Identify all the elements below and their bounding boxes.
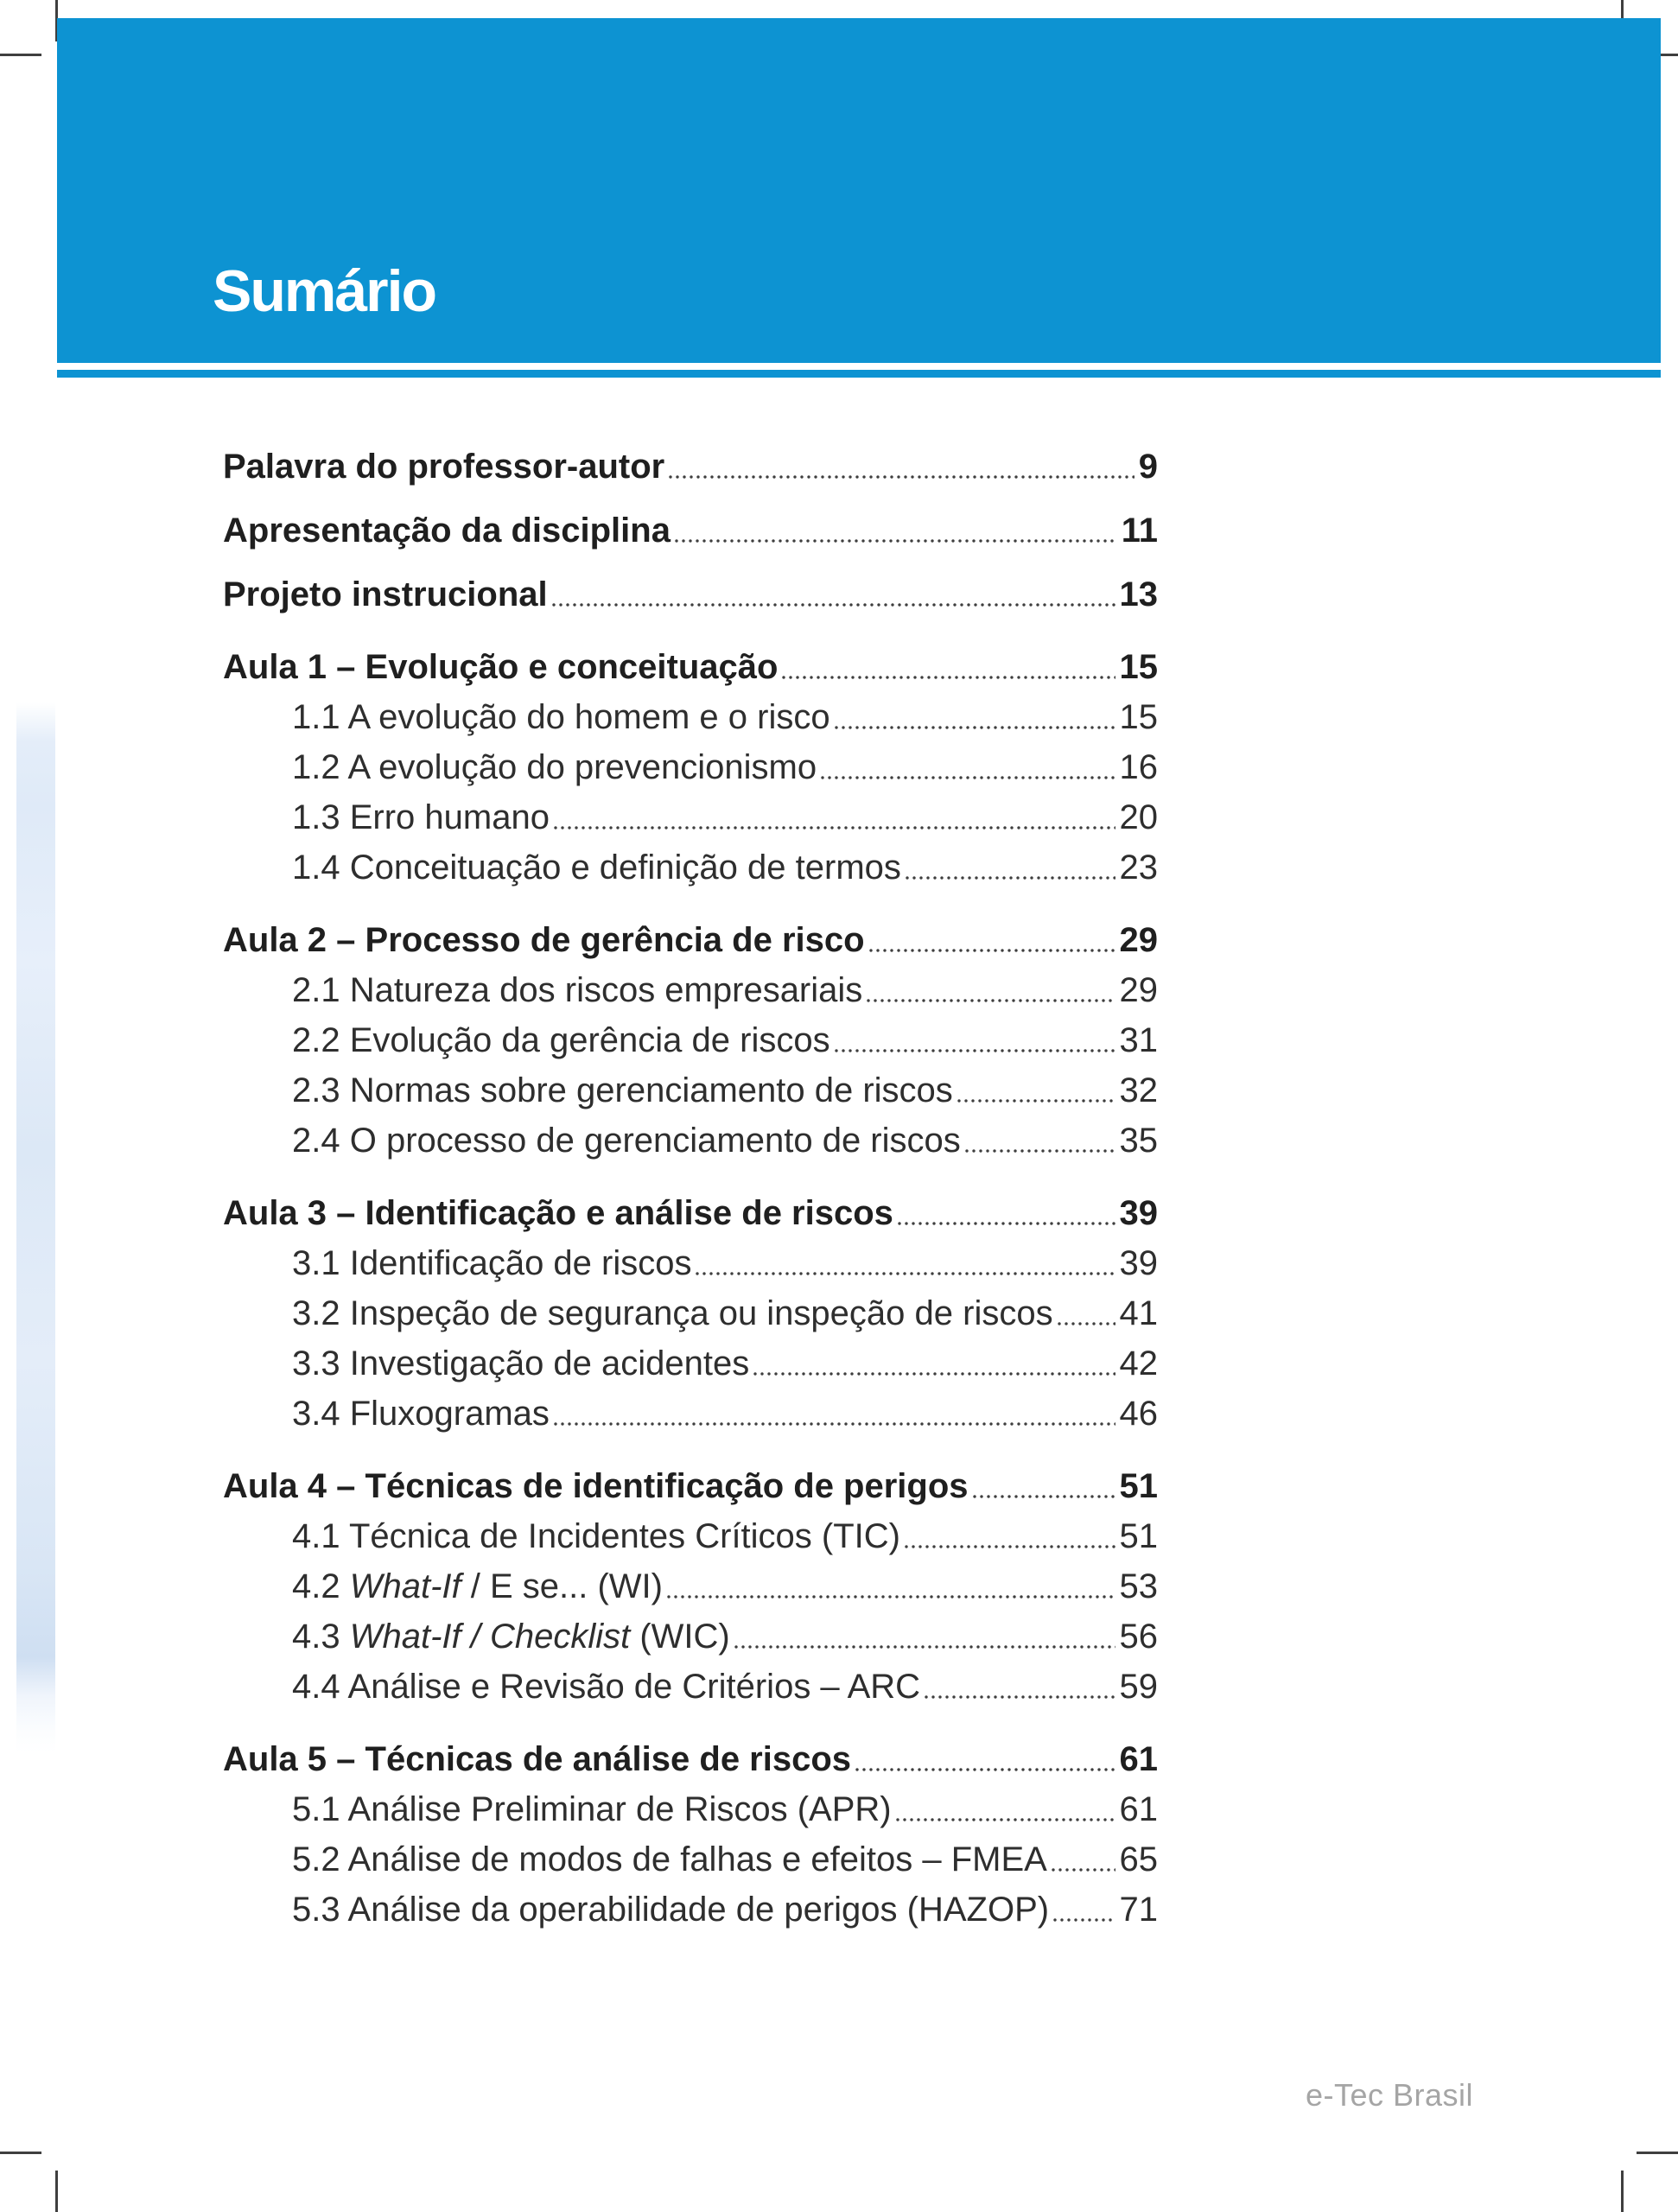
- dotted-leader: [554, 826, 1115, 830]
- toc-page-number: 46: [1119, 1395, 1158, 1433]
- toc-page-number: 11: [1121, 512, 1158, 550]
- toc-row: [223, 960, 1158, 1010]
- toc-page-number: 13: [1119, 575, 1158, 613]
- toc-page-number: 61: [1119, 1740, 1158, 1778]
- toc-entry-label: 2.1 Natureza dos riscos empresariais: [292, 971, 863, 1009]
- crop-mark-bottom-right-vertical: [1621, 2171, 1624, 2212]
- dotted-leader: [552, 603, 1115, 607]
- toc-row: [223, 1779, 1158, 1829]
- toc-page-number: 65: [1119, 1840, 1158, 1878]
- crop-mark-top-left-horizontal: [0, 54, 41, 56]
- toc-entry-label: Aula 5 – Técnicas de análise de riscos: [223, 1740, 852, 1778]
- toc-row: [223, 637, 1158, 687]
- toc-page-number: 15: [1119, 648, 1158, 686]
- toc-page-number: 39: [1119, 1244, 1158, 1282]
- dotted-leader: [957, 1099, 1115, 1103]
- toc-row: [223, 1829, 1158, 1879]
- toc-row: [223, 1729, 1158, 1779]
- toc-page-number: 9: [1138, 448, 1158, 486]
- toc-entry-label: 5.2 Análise de modos de falhas e efeitos – FMEA: [292, 1840, 1047, 1878]
- toc-list: [223, 436, 1158, 1929]
- toc-entry-label: 2.3 Normas sobre gerenciamento de riscos: [292, 1071, 953, 1109]
- dotted-leader: [696, 1272, 1115, 1275]
- toc-row: [223, 500, 1158, 550]
- toc-row: [223, 687, 1158, 737]
- toc-page-number: 51: [1119, 1517, 1158, 1555]
- toc-page-number: 71: [1119, 1891, 1158, 1929]
- dotted-leader: [734, 1645, 1115, 1649]
- header-band-rule: [57, 370, 1661, 378]
- page-title: Sumário: [213, 258, 436, 324]
- dotted-leader: [869, 949, 1115, 952]
- crop-mark-bottom-right-horizontal: [1637, 2152, 1678, 2154]
- toc-row: [223, 837, 1158, 887]
- toc-row: [223, 1606, 1158, 1656]
- toc-page-number: 31: [1119, 1021, 1158, 1059]
- toc-row: [223, 737, 1158, 787]
- dotted-leader: [835, 726, 1115, 729]
- toc-row: [223, 1110, 1158, 1160]
- dotted-leader: [821, 776, 1115, 779]
- dotted-leader: [867, 999, 1115, 1002]
- dotted-leader: [905, 1545, 1115, 1548]
- dotted-leader: [965, 1149, 1115, 1153]
- toc-entry-label: 2.4 O processo de gerenciamento de riscos: [292, 1122, 961, 1160]
- dotted-leader: [753, 1372, 1115, 1376]
- dotted-leader: [669, 475, 1135, 479]
- toc-entry-label: 3.2 Inspeção de segurança ou inspeção de riscos: [292, 1294, 1053, 1332]
- dotted-leader: [925, 1695, 1115, 1699]
- toc-row: [223, 436, 1158, 486]
- toc-page-number: 35: [1119, 1122, 1158, 1160]
- toc-row: [223, 1233, 1158, 1283]
- dotted-leader: [1058, 1322, 1115, 1325]
- crop-mark-bottom-left-horizontal: [0, 2152, 41, 2154]
- footer-brand: e-Tec Brasil: [1305, 2077, 1473, 2113]
- toc-row: [223, 1183, 1158, 1233]
- toc-row: [223, 1506, 1158, 1556]
- toc-entry-label: Aula 2 – Processo de gerência de risco: [223, 921, 865, 959]
- toc-entry-label: 4.2 What-If / E se... (WI): [292, 1567, 663, 1605]
- dotted-leader: [855, 1768, 1115, 1771]
- toc-page-number: 32: [1119, 1071, 1158, 1109]
- toc-row: [223, 1879, 1158, 1929]
- toc-row: [223, 1283, 1158, 1333]
- toc-page-number: 61: [1119, 1790, 1158, 1828]
- toc-row: [223, 910, 1158, 960]
- toc-page-number: 41: [1119, 1294, 1158, 1332]
- toc-entry-label: 2.2 Evolução da gerência de riscos: [292, 1021, 830, 1059]
- toc-page-number: 23: [1119, 849, 1158, 887]
- dotted-leader: [667, 1595, 1115, 1599]
- toc-entry-label: Aula 4 – Técnicas de identificação de perigos: [223, 1467, 969, 1505]
- dotted-leader: [973, 1495, 1115, 1498]
- toc-page-number: 51: [1119, 1467, 1158, 1505]
- toc-page-number: 16: [1119, 748, 1158, 786]
- dotted-leader: [554, 1422, 1115, 1426]
- toc-entry-label: 4.3 What-If / Checklist (WIC): [292, 1618, 730, 1656]
- toc-entry-label: 1.4 Conceituação e definição de termos: [292, 849, 901, 887]
- toc-page-number: 42: [1119, 1344, 1158, 1382]
- dotted-leader: [896, 1818, 1115, 1821]
- dotted-leader: [1053, 1918, 1115, 1922]
- header-band: [57, 18, 1661, 363]
- left-decoration-strip: [16, 702, 55, 1753]
- toc-entry-label: 4.4 Análise e Revisão de Critérios – ARC: [292, 1668, 921, 1706]
- toc-entry-label: Aula 3 – Identificação e análise de riscos: [223, 1194, 893, 1232]
- toc-row: [223, 1383, 1158, 1433]
- toc-entry-label: Aula 1 – Evolução e conceituação: [223, 648, 779, 686]
- dotted-leader: [835, 1049, 1115, 1052]
- toc-page-number: 15: [1119, 698, 1158, 736]
- toc-entry-label: 1.3 Erro humano: [292, 798, 550, 836]
- toc-row: [223, 1333, 1158, 1383]
- toc-page-number: 56: [1119, 1618, 1158, 1656]
- toc-entry-label: 5.3 Análise da operabilidade de perigos (HAZOP): [292, 1891, 1050, 1929]
- toc-entry-label: 4.1 Técnica de Incidentes Críticos (TIC): [292, 1517, 900, 1555]
- toc-entry-label: 3.1 Identificação de riscos: [292, 1244, 692, 1282]
- toc-row: [223, 1060, 1158, 1110]
- toc-page-number: 39: [1119, 1194, 1158, 1232]
- dotted-leader: [1052, 1868, 1115, 1872]
- toc-page-number: 20: [1119, 798, 1158, 836]
- crop-mark-bottom-left-vertical: [55, 2171, 58, 2212]
- toc-page-number: 29: [1119, 971, 1158, 1009]
- dotted-leader: [906, 876, 1115, 880]
- dotted-leader: [675, 539, 1117, 543]
- toc-row: [223, 787, 1158, 837]
- toc-entry-label: 1.1 A evolução do homem e o risco: [292, 698, 830, 736]
- dotted-leader: [782, 676, 1115, 679]
- toc-row: [223, 1010, 1158, 1060]
- toc-row: [223, 1656, 1158, 1707]
- toc-row: [223, 1456, 1158, 1506]
- toc-row: [223, 1556, 1158, 1606]
- toc-entry-label: Apresentação da disciplina: [223, 512, 671, 550]
- toc-entry-label: 5.1 Análise Preliminar de Riscos (APR): [292, 1790, 892, 1828]
- toc-row: [223, 564, 1158, 614]
- toc-entry-label: Projeto instrucional: [223, 575, 548, 613]
- toc-page-number: 29: [1119, 921, 1158, 959]
- toc-entry-label: 3.3 Investigação de acidentes: [292, 1344, 750, 1382]
- toc-entry-label: 3.4 Fluxogramas: [292, 1395, 550, 1433]
- toc-entry-label: 1.2 A evolução do prevencionismo: [292, 748, 817, 786]
- toc-page-number: 59: [1119, 1668, 1158, 1706]
- toc-entry-label: Palavra do professor-autor: [223, 448, 665, 486]
- dotted-leader: [898, 1222, 1115, 1225]
- toc-page-number: 53: [1119, 1567, 1158, 1605]
